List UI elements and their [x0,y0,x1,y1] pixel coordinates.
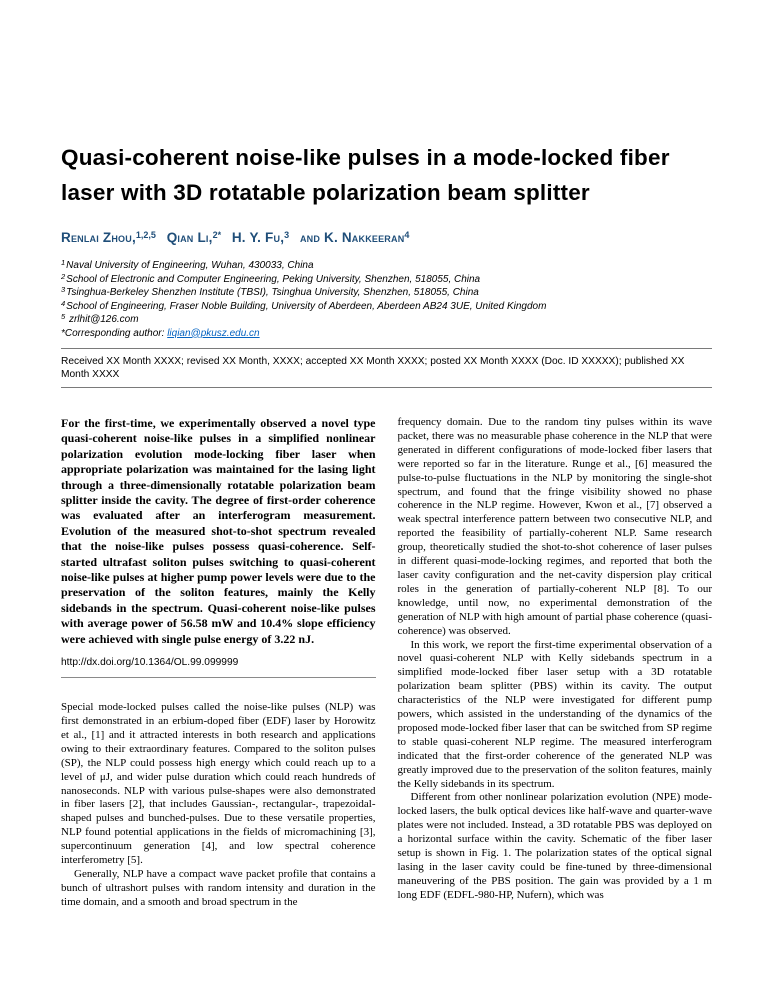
body-paragraph: Generally, NLP have a compact wave packet profile that contains a bunch of ultrashort pulses with random intensity and duration in the time domain, and a smooth and broad spectrum in the [61,867,376,908]
author-affiliation-superscript: 2* [212,229,222,240]
author-name: Renlai Zhou, [61,230,136,245]
affiliation-text: School of Electronic and Computer Engineering, Peking University, Shenzhen, 518055, China [66,273,481,285]
doi-link[interactable]: http://dx.doi.org/10.1364/OL.99.099999 [61,657,239,669]
left-column [61,416,376,910]
abstract-text: For the first-time, we experimentally observed a novel type quasi-coherent noise-like pulses in a simplified nonlinear polarization evolution mode-locking fiber laser when appropriate polarization was maintained for the lasing light through a three-dimensionally rotatable polarization beam splitter inside the cavity. The degree of first-order coherence was evaluated after an interferogram measurement. Evolution of the measured shot-to-shot spectrum revealed that the noise-like pulses possess quasi-coherence. Self-started ultrafast soliton pulses switching to quasi-coherent noise-like pulses at higher pump power levels were due to the preservation of the soliton features, mainly the Kelly sidebands in the spectrum. Quasi-coherent noise-like pulses with average power of 56.58 mW and 10.4% slope efficiency were achieved with single pulse energy of 3.22 nJ. [61,416,376,646]
body-paragraph: Different from other nonlinear polarization evolution (NPE) mode-locked lasers, the bulk optical devices like half-wave and quarter-wave plates were not included. Instead, a 3D rotatable PBS was deployed on a horizontal surface within the cavity. Schematic of the fiber laser setup is shown in Fig. 1. The polarization states of the optical signal lasing in the laser cavity could be fine-tuned by three-dimensional maneuvering of the PBS position. The gain was provided by a 1 m long EDF (EDFL-980-HP, Nufern), which was [397,791,712,901]
affiliation-line [61,273,712,287]
corresponding-author-label: *Corresponding author: [61,327,168,339]
affiliation-superscript: 1 [61,258,66,267]
affiliation-line [61,259,712,273]
corresponding-author-line [61,327,712,341]
author-name: Qian Li, [166,230,213,245]
affiliation-line [61,300,712,314]
author-line [61,230,712,245]
author-email-text: zrlhit@126.com [66,314,139,325]
divider [61,677,376,678]
body-paragraph: frequency domain. Due to the random tiny pulses within its wave packet, there was no measurable phase coherence in the NLP that were generated in different configurations of mode-locked fiber lasers that were reported so far in the literature. Runge et al., [6] measured the pulse-to-pulse fluctuations in the NLP by monitoring the single-shot spectrum, and found that the fringe visibility showed no phase coherence in the NLP regime. However, Kwon et al., [7] observed a weak spectral interference pattern between two consecutive NLP, and reported the feasibility of partially-coherent NLP. Same research group, theoretically studied the shot-to-shot coherence of laser pulses in different quasi-mode-locking regimes, and reported that both the laser cavity configuration and the net-cavity dispersion play critical roles in the generation of partially-coherent NLP [8]. To our knowledge, until now, no experimental demonstration of the generation of NLP with high amount of partial phase coherence (quasi-coherence) was observed. [397,416,712,637]
two-column-body [61,416,712,910]
paper-title: Quasi-coherent noise-like pulses in a mode-locked fiber laser with 3D rotatable polarization beam splitter [61,145,670,205]
right-column [398,416,713,910]
body-paragraph: In this work, we report the first-time experimental observation of a novel quasi-coherent NLP with Kelly sidebands spectrum in a simplified mode-locked fiber laser setup with a 3D rotatable polarization beam splitter (PBS) within its cavity. The output characteristics of the NLP were investigated for different pump powers, which assisted in the understanding of the dynamics of the proposed mode-locked fiber laser that can be switched from SP regime to stable quasi-coherent NLP regime. The measured interferogram indicated that the first-order coherence of the generated NLP was greatly improved due to the preservation of the soliton features, mainly the Kelly sidebands in its spectrum. [397,638,712,790]
affiliation-line-email [61,313,712,327]
author-affiliation-superscript: 4 [404,229,410,240]
affiliation-superscript: 2 [61,271,66,281]
affiliation-text: School of Engineering, Fraser Noble Building, University of Aberdeen, Aberdeen AB24 3UE, United Kingdom [66,300,547,312]
affiliation-superscript: 3 [61,285,66,294]
author [232,230,289,245]
affiliation-superscript: 5 [61,312,66,321]
received-dates-line: Received XX Month XXXX; revised XX Month, XXXX; accepted XX Month XXXX; posted XX Month XXXX (Doc. ID XXXXX); published XX Month XXXX [61,356,685,380]
author-affiliation-superscript: 3 [284,229,290,240]
author-name: H. Y. Fu, [231,230,285,245]
divider [61,387,712,388]
affiliation-superscript: 4 [61,298,66,308]
affiliation-line [61,286,712,300]
body-paragraph: Special mode-locked pulses called the noise-like pulses (NLP) was first demonstrated in an erbium-doped fiber (EDF) laser by Horowitz et al., [1] and it attracted interests in both research and applications owing to their extraordinary features. Compared to the soliton pulses (SP), the NLP could possess high energy which could reach up to a level of μJ, and wider pulse duration which could reach hundreds of nanoseconds. NLP with various pulse-shapes were also demonstrated in fiber lasers [2], that includes Gaussian-, rectangular-, trapezoidal-shaped pulses and bunched-pulses. Due to these versatile properties, NLP found potential applications in the fields of micromachining [3], supercontinuum generation [4], and low spectral coherence interferometry [5]. [61,701,376,867]
affiliation-text: Tsinghua-Berkeley Shenzhen Institute (TBSI), Tsinghua University, Shenzhen, 518055, China [66,287,479,298]
author [300,230,409,245]
affiliations-block [61,259,712,340]
corresponding-email-link[interactable]: liqian@pkusz.edu.cn [167,327,260,339]
author [61,230,156,245]
affiliation-text: Naval University of Engineering, Wuhan, 430033, China [66,260,314,271]
author [167,230,221,245]
author-affiliation-superscript: 1,2,5 [135,229,156,240]
author-name: and K. Nakkeeran [299,230,405,245]
